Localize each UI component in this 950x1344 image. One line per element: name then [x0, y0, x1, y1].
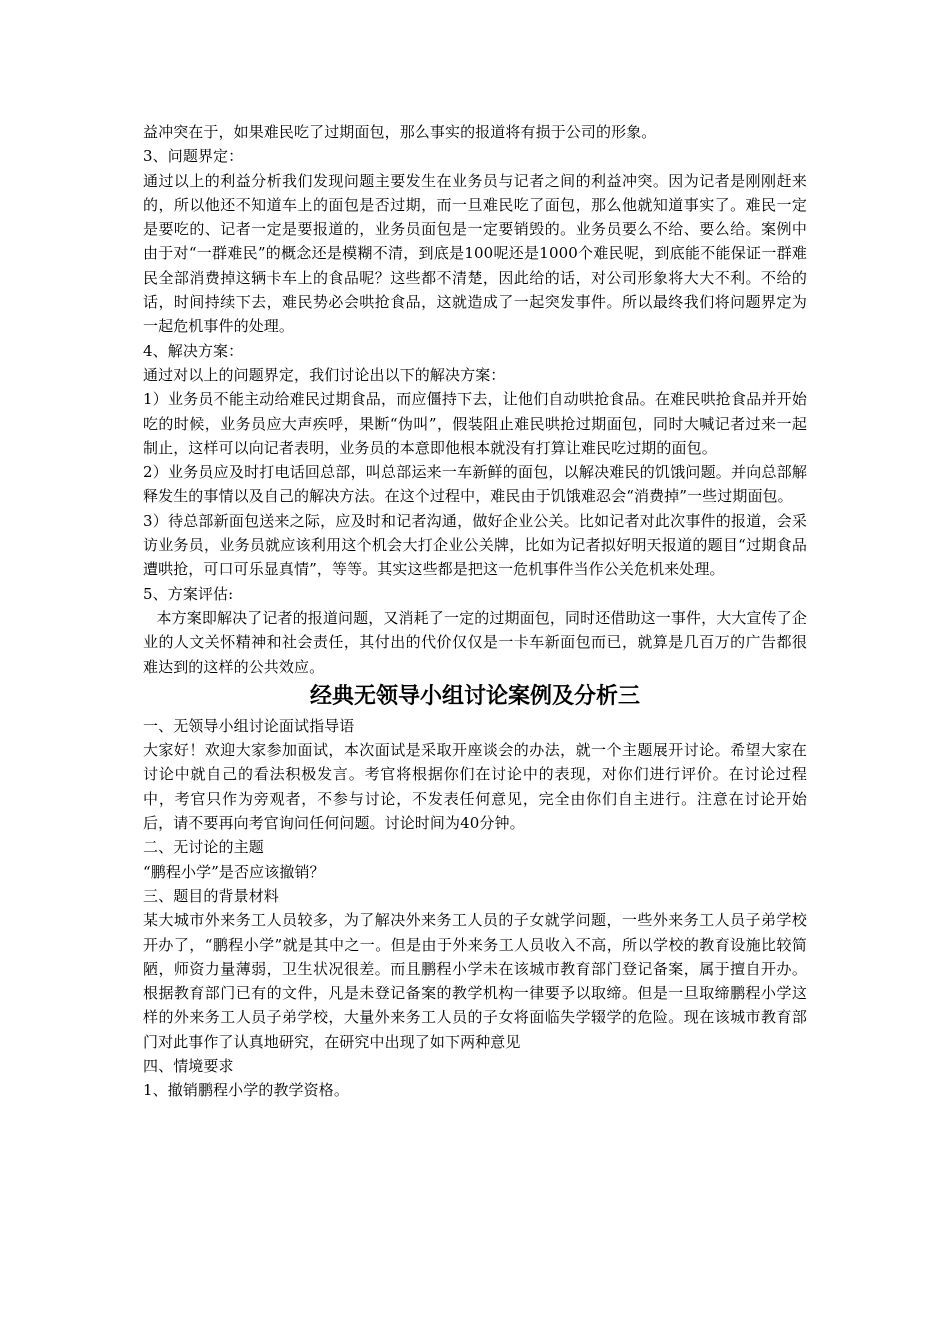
- heading-3: 三、题目的背景材料: [143, 886, 279, 905]
- solution-item-3: 3）待总部新面包送来之际，应及时和记者沟通，做好企业公关。比如记者对此次事件的报道，会采访业务员，业务员就应该利用这个机会大打企业公关牌，比如为记者拟好明天报道的题目“过期食品遭哄抢，可口可乐显真情”，等等。其实这些都是把这一危机事件当作公关危机来处理。: [143, 511, 807, 579]
- heading-4: 四、情境要求: [143, 1056, 234, 1075]
- solution-item-1: 1）业务员不能主动给难民过期食品，而应僵持下去，让他们自动哄抢食品。在难民哄抢食品并开始吃的时候，业务员应大声疾呼，果断“伪叫”，假装阻止难民哄抢过期面包，同时大喊记者过来一起制止，这样可以向记者表明，业务员的本意即他根本就没有打算让难民吃过期的面包。: [143, 390, 807, 457]
- paragraph: 通过对以上的问题界定，我们讨论出以下的解决方案：: [143, 365, 506, 384]
- document-body: [143, 120, 807, 1103]
- paragraph: 益冲突在于，如果难民吃了过期面包，那么事实的报道将有损于公司的形象。: [143, 123, 657, 141]
- section-title: 经典无领导小组讨论案例及分析三: [309, 683, 640, 709]
- paragraph: 大家好！欢迎大家参加面试，本次面试是采取开座谈会的办法，就一个主题展开讨论。希望大家在讨论中就自己的看法积极发言。考官将根据你们在讨论中的表现，对你们进行评价。在讨论过程中，考官只作为旁观者，不参与讨论，不发表任何意见，完全由你们自主进行。注意在讨论开始后，请不要再向考官询问任何问题。讨论时间为40分钟。: [143, 741, 807, 833]
- solution-item-2: 2）业务员应及时打电话回总部，叫总部运来一车新鲜的面包，以解决难民的饥饿问题。并向总部解释发生的事情以及自己的解决方法。在这个过程中，难民由于饥饿难忍会“消费掉”一些过期面包。: [143, 463, 807, 506]
- paragraph: 某大城市外来务工人员较多，为了解决外来务工人员的子女就学问题，一些外来务工人员子弟学校开办了，“鹏程小学”就是其中之一。但是由于外来务工人员收入不高，所以学校的教育设施比较简陋，师资力量薄弱，卫生状况很差。而且鹏程小学未在该城市教育部门登记备案，属于擅自开办。根据教育部门已有的文件，凡是未登记备案的教学机构一律要予以取缔。但是一旦取缔鹏程小学这样的外来务工人员子弟学校，大量外来务工人员的子女将面临失学辍学的危险。现在该城市教育部门对此事作了认真地研究，在研究中出现了如下两种意见: [143, 911, 807, 1051]
- paragraph: “鹏程小学”是否应该撤销？: [143, 862, 325, 881]
- heading-2: 二、无讨论的主题: [143, 838, 264, 857]
- paragraph: 通过以上的利益分析我们发现问题主要发生在业务员与记者之间的利益冲突。因为记者是刚刚赶来的，所以他还不知道车上的面包是否过期，而一旦难民吃了面包，那么他就知道事实了。难民一定是要吃的、记者一定是要报道的，业务员面包是一定要销毁的。业务员要么不给、要么给。案例中由于对“一群难民”的概念还是模糊不清，到底是100呢还是1000个难民呢，到底能不能保证一群难民全部消费掉这辆卡车上的食品呢？这些都不清楚，因此给的话，对公司形象将大大不利。不给的话，时间持续下去，难民势必会哄抢食品，这就造成了一起突发事件。所以最终我们将问题界定为一起危机事件的处理。: [143, 171, 807, 336]
- section-heading-5: 5、方案评估:: [143, 584, 234, 603]
- section-heading-4: 4、解决方案：: [143, 341, 244, 360]
- paragraph: 本方案即解决了记者的报道问题，又消耗了一定的过期面包，同时还借助这一事件，大大宣传了企业的人文关怀精神和社会责任，其付出的代价仅仅是一卡车新面包而已，就算是几百万的广告都很难达到的这样的公共效应。: [143, 608, 807, 676]
- heading-1: 一、无领导小组讨论面试指导语: [143, 716, 355, 735]
- paragraph: 1、撤销鹏程小学的教学资格。: [143, 1081, 349, 1100]
- section-heading-3: 3、问题界定：: [143, 147, 244, 166]
